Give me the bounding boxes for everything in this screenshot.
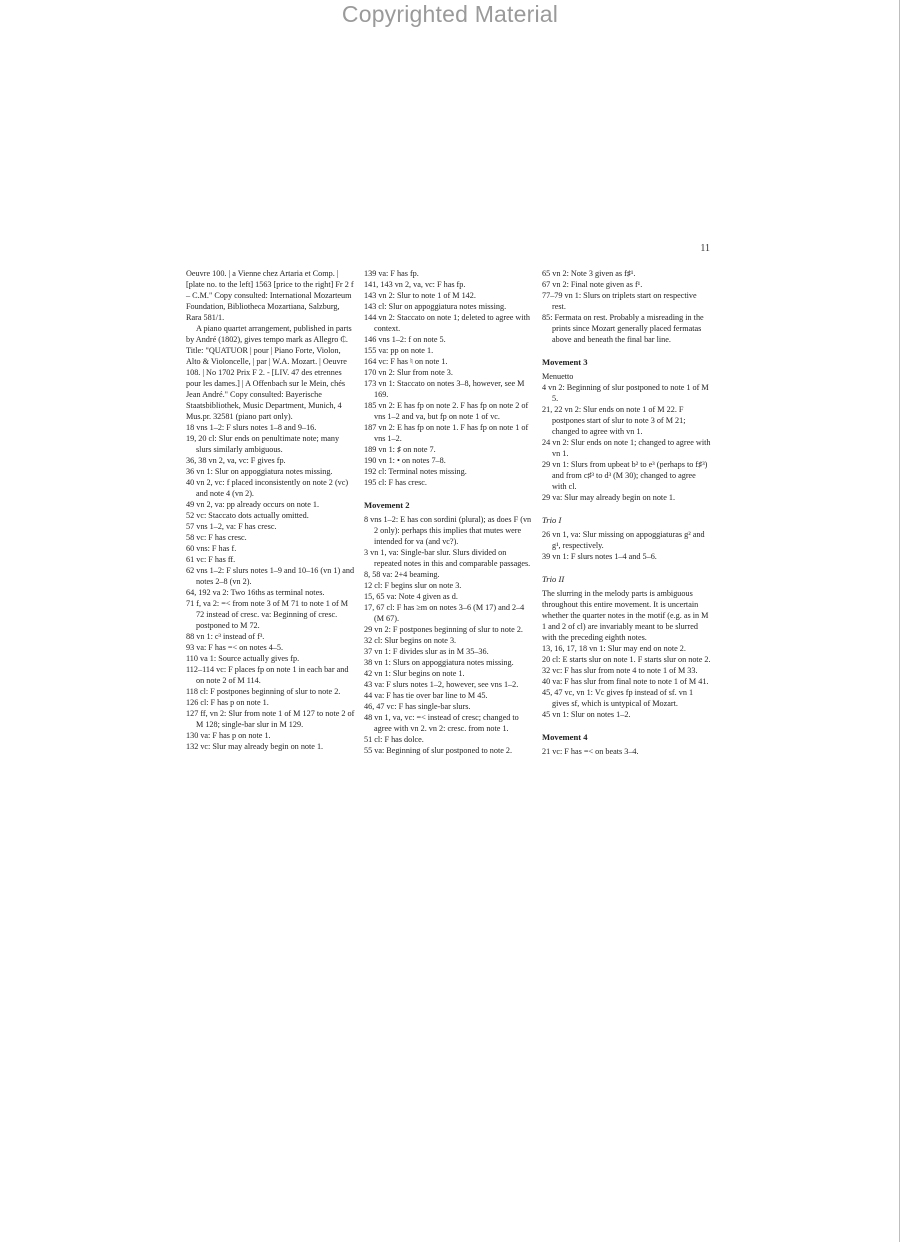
trio-2-heading: Trio II: [542, 574, 565, 584]
menuetto-label: Menuetto: [542, 372, 574, 381]
list-item: 55 va: Beginning of slur postponed to note 2.: [364, 746, 513, 755]
list-item: 29 vn 2: F postpones beginning of slur to note 2.: [364, 625, 523, 634]
list-item: 4 vn 2: Beginning of slur postponed to note 1 of M 5.: [542, 383, 709, 403]
list-item: 127 ff, vn 2: Slur from note 1 of M 127 to note 2 of M 128; single-bar slur in M 129.: [186, 709, 355, 729]
list-item: 40 va: F has slur from final note to note 1 of M 41.: [542, 677, 709, 686]
col1-entry-list: [186, 422, 356, 752]
list-item: 62 vns 1–2: F slurs notes 1–9 and 10–16 (vn 1) and notes 2–8 (vn 2).: [186, 566, 355, 586]
list-item: 44 va: F has tie over bar line to M 45.: [364, 691, 488, 700]
list-item: 45 vn 1: Slur on notes 1–2.: [542, 710, 631, 719]
list-item: 110 va 1: Source actually gives fp.: [186, 654, 300, 663]
list-item: 32 cl: Slur begins on note 3.: [364, 636, 457, 645]
list-item: 146 vns 1–2: f on note 5.: [364, 335, 446, 344]
movement-3-heading: Movement 3: [542, 357, 588, 367]
movement-2-entry-list: [364, 514, 534, 756]
list-item: 164 vc: F has ♮ on note 1.: [364, 357, 448, 366]
list-item: 60 vns: F has f.: [186, 544, 237, 553]
list-item: 144 vn 2: Staccato on note 1; deleted to agree with context.: [364, 313, 530, 333]
movement-4-heading: Movement 4: [542, 732, 588, 742]
list-item: 24 vn 2: Slur ends on note 1; changed to agree with vn 1.: [542, 438, 711, 458]
list-item: 88 vn 1: c³ instead of f³.: [186, 632, 265, 641]
list-item: 52 vc: Staccato dots actually omitted.: [186, 511, 309, 520]
list-item: 13, 16, 17, 18 vn 1: Slur may end on note 2.: [542, 644, 686, 653]
trio-1-entry-list: [542, 529, 712, 562]
list-item: 155 va: pp on note 1.: [364, 346, 434, 355]
list-item: 42 vn 1: Slur begins on note 1.: [364, 669, 465, 678]
list-item: 40 vn 2, vc: f placed inconsistently on note 2 (vc) and note 4 (vn 2).: [186, 478, 349, 498]
list-item: 187 vn 2: E has fp on note 1. F has fp on note 1 of vns 1–2.: [364, 423, 529, 443]
list-item: 48 vn 1, va, vc: =< instead of cresc; changed to agree with vn 2. vn 2: cresc. from note 1.: [364, 713, 519, 733]
list-item: 61 vc: F has ff.: [186, 555, 236, 564]
list-item: 192 cl: Terminal notes missing.: [364, 467, 467, 476]
list-item: 67 vn 2: Final note given as f¹.: [542, 280, 643, 289]
list-item: 65 vn 2: Note 3 given as f♯¹.: [542, 269, 636, 278]
list-item: 185 vn 2: E has fp on note 2. F has fp on note 2 of vns 1–2 and va, but fp on note 1 of vc.: [364, 401, 529, 421]
list-item: 85: Fermata on rest. Probably a misreading in the prints since Mozart generally placed fermatas above and beneath the final bar line.: [542, 313, 704, 344]
col3-entry-list: [542, 268, 712, 345]
list-item: 64, 192 va 2: Two 16ths as terminal notes.: [186, 588, 325, 597]
list-item: 12 cl: F begins slur on note 3.: [364, 581, 462, 590]
list-item: 143 vn 2: Slur to note 1 of M 142.: [364, 291, 476, 300]
movement-4-entry-list: [542, 746, 712, 757]
movement-2-heading: Movement 2: [364, 500, 410, 510]
list-item: 8, 58 va: 2+4 beaming.: [364, 570, 440, 579]
source-paragraph: Oeuvre 100. | a Vienne chez Artaria et Comp. | [plate no. to the left] 1563 [price to the right] Fr 2 f – C.M." Copy consulted: International Mozarteum Foundation, Bibliotheca Mozartiana, Salzburg, Rara 581/1.: [186, 269, 354, 322]
trio-2-intro-paragraph: The slurring in the melody parts is ambiguous throughout this entire movement. It is uncertain whether the quarter notes in the motif (e.g. as in M 1 and 2 of cl) are invariably meant to be slurred with the preceding eighth notes.: [542, 589, 709, 642]
list-item: 49 vn 2, va: pp already occurs on note 1.: [186, 500, 320, 509]
list-item: 58 vc: F has cresc.: [186, 533, 247, 542]
list-item: 39 vn 1: F slurs notes 1–4 and 5–6.: [542, 552, 657, 561]
column-2: [364, 268, 534, 756]
column-3: [542, 268, 712, 757]
list-item: 3 vn 1, va: Single-bar slur. Slurs divided on repeated notes in this and comparable passages.: [364, 548, 531, 568]
list-item: 32 vc: F has slur from note 4 to note 1 of M 33.: [542, 666, 698, 675]
list-item: 130 va: F has p on note 1.: [186, 731, 271, 740]
page-number: 11: [700, 243, 710, 254]
arrangement-paragraph: A piano quartet arrangement, published in parts by André (1802), gives tempo mark as Allegro ₵. Title: "QUATUOR | pour | Piano Forte, Violon, Alto & Violoncelle, | par | W.A. Mozart. | Oeuvre 108. | No 1702 Prix F 2. - [LIV. 47 des etrennes pour les dames.] | A Offenbach sur le Mein, chés Jean André." Copy consulted: Bayerische Staatsbibliothek, Music Department, Munich, 4 Mus.pr. 32581 (piano part only).: [186, 324, 352, 421]
list-item: 15, 65 va: Note 4 given as d.: [364, 592, 458, 601]
list-item: 190 vn 1: • on notes 7–8.: [364, 456, 446, 465]
list-item: 93 va: F has =< on notes 4–5.: [186, 643, 284, 652]
list-item: 77–79 vn 1: Slurs on triplets start on respective rest.: [542, 291, 697, 311]
list-item: 36 vn 1: Slur on appoggiatura notes missing.: [186, 467, 333, 476]
list-item: 18 vns 1–2: F slurs notes 1–8 and 9–16.: [186, 423, 317, 432]
trio-1-heading: Trio I: [542, 515, 562, 525]
list-item: 112–114 vc: F places fp on note 1 in each bar and on note 2 of M 114.: [186, 665, 349, 685]
column-1: [186, 268, 356, 752]
list-item: 57 vns 1–2, va: F has cresc.: [186, 522, 277, 531]
copyright-watermark: Copyrighted Material: [341, 1, 559, 27]
list-item: 139 va: F has fp.: [364, 269, 419, 278]
list-item: 37 vn 1: F divides slur as in M 35–36.: [364, 647, 489, 656]
list-item: 189 vn 1: ♯ on note 7.: [364, 445, 436, 454]
list-item: 20 cl: E starts slur on note 1. F starts slur on note 2.: [542, 655, 711, 664]
list-item: 46, 47 vc: F has single-bar slurs.: [364, 702, 471, 711]
list-item: 45, 47 vc, vn 1: Vc gives fp instead of sf. vn 1 gives sf, which is untypical of Mozart.: [542, 688, 694, 708]
list-item: 51 cl: F has dolce.: [364, 735, 424, 744]
trio-2-entry-list: [542, 643, 712, 720]
list-item: 17, 67 cl: F has ≥m on notes 3–6 (M 17) and 2–4 (M 67).: [364, 603, 525, 623]
list-item: 21 vc: F has =< on beats 3–4.: [542, 747, 639, 756]
list-item: 38 vn 1: Slurs on appoggiatura notes missing.: [364, 658, 514, 667]
col2-entry-list: [364, 268, 534, 488]
list-item: 170 vn 2: Slur from note 3.: [364, 368, 453, 377]
list-item: 29 va: Slur may already begin on note 1.: [542, 493, 676, 502]
list-item: 126 cl: F has p on note 1.: [186, 698, 269, 707]
list-item: 36, 38 vn 2, va, vc: F gives fp.: [186, 456, 286, 465]
list-item: 19, 20 cl: Slur ends on penultimate note; many slurs similarly ambiguous.: [186, 434, 340, 454]
list-item: 43 va: F slurs notes 1–2, however, see vns 1–2.: [364, 680, 519, 689]
list-item: 143 cl: Slur on appoggiatura notes missing.: [364, 302, 507, 311]
list-item: 29 vn 1: Slurs from upbeat b² to e³ (perhaps to f♯³) and from c♯³ to d³ (M 30); changed to agree with cl.: [542, 460, 708, 491]
list-item: 132 vc: Slur may already begin on note 1.: [186, 742, 324, 751]
list-item: 26 vn 1, va: Slur missing on appoggiaturas g² and g¹, respectively.: [542, 530, 705, 550]
list-item: 141, 143 vn 2, va, vc: F has fp.: [364, 280, 466, 289]
list-item: 195 cl: F has cresc.: [364, 478, 427, 487]
list-item: 21, 22 vn 2: Slur ends on note 1 of M 22. F postpones start of slur to note 3 of M 21; changed to agree with vn 1.: [542, 405, 686, 436]
list-item: 71 f, va 2: =< from note 3 of M 71 to note 1 of M 72 instead of cresc. va: Beginning of cresc. postponed to M 72.: [186, 599, 349, 630]
list-item: 8 vns 1–2: E has con sordini (plural); as does F (vn 2 only): perhaps this implies that mutes were intended for va (and vc?).: [364, 515, 532, 546]
list-item: 173 vn 1: Staccato on notes 3–8, however, see M 169.: [364, 379, 525, 399]
menuetto-entry-list: [542, 382, 712, 503]
list-item: 118 cl: F postpones beginning of slur to note 2.: [186, 687, 341, 696]
